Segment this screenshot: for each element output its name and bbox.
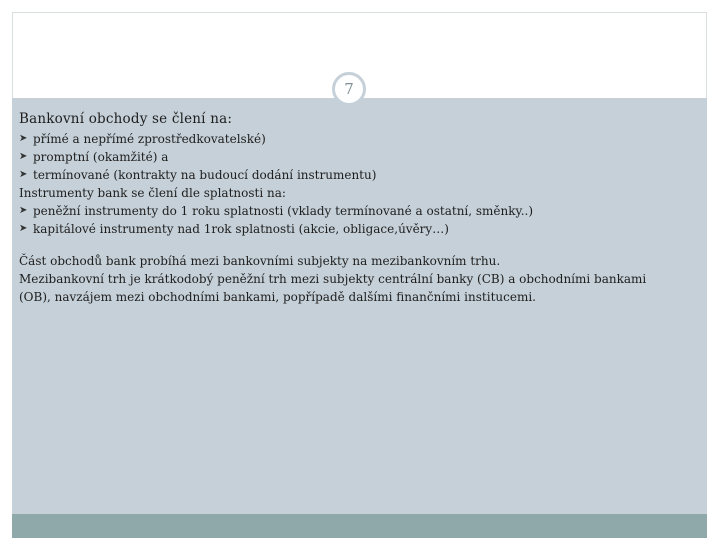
paragraph-line: (OB), navzájem mezi obchodními bankami, popřípadě dalšími finančními institucemi. (19, 290, 536, 304)
arrow-bullet-icon: ➤ (19, 133, 28, 144)
page-number-badge (332, 72, 366, 106)
list-item (19, 166, 679, 184)
arrow-bullet-icon: ➤ (19, 205, 28, 216)
subheading: Instrumenty bank se člení dle splatnosti na: (19, 186, 286, 200)
slide-text (19, 110, 679, 306)
lead-text: Bankovní obchody se člení na: (19, 111, 233, 127)
arrow-bullet-icon: ➤ (19, 223, 28, 234)
page-number: 7 (344, 80, 354, 98)
paragraph-line: Mezibankovní trh je krátkodobý peněžní trh mezi subjekty centrální banky (CB) a obchodními bankami (19, 272, 647, 286)
list-item-text: přímé a nepřímé zprostředkovatelské) (33, 132, 266, 146)
list-item-text: kapitálové instrumenty nad 1rok splatnosti (akcie, obligace,úvěry…) (33, 222, 449, 236)
arrow-bullet-icon: ➤ (19, 151, 28, 162)
list-item (19, 220, 679, 238)
list-item (19, 130, 679, 148)
paragraph-line: Část obchodů bank probíhá mezi bankovními subjekty na mezibankovním trhu. (19, 254, 501, 268)
list-item-text: peněžní instrumenty do 1 roku splatnosti (vklady termínované a ostatní, směnky..) (33, 204, 534, 218)
list-item-text: promptní (okamžité) a (33, 150, 169, 164)
list-item-text: termínované (kontrakty na budoucí dodání instrumentu) (33, 168, 377, 182)
arrow-bullet-icon: ➤ (19, 169, 28, 180)
footer-bar (12, 514, 707, 538)
list-item (19, 148, 679, 166)
list-item (19, 202, 679, 220)
